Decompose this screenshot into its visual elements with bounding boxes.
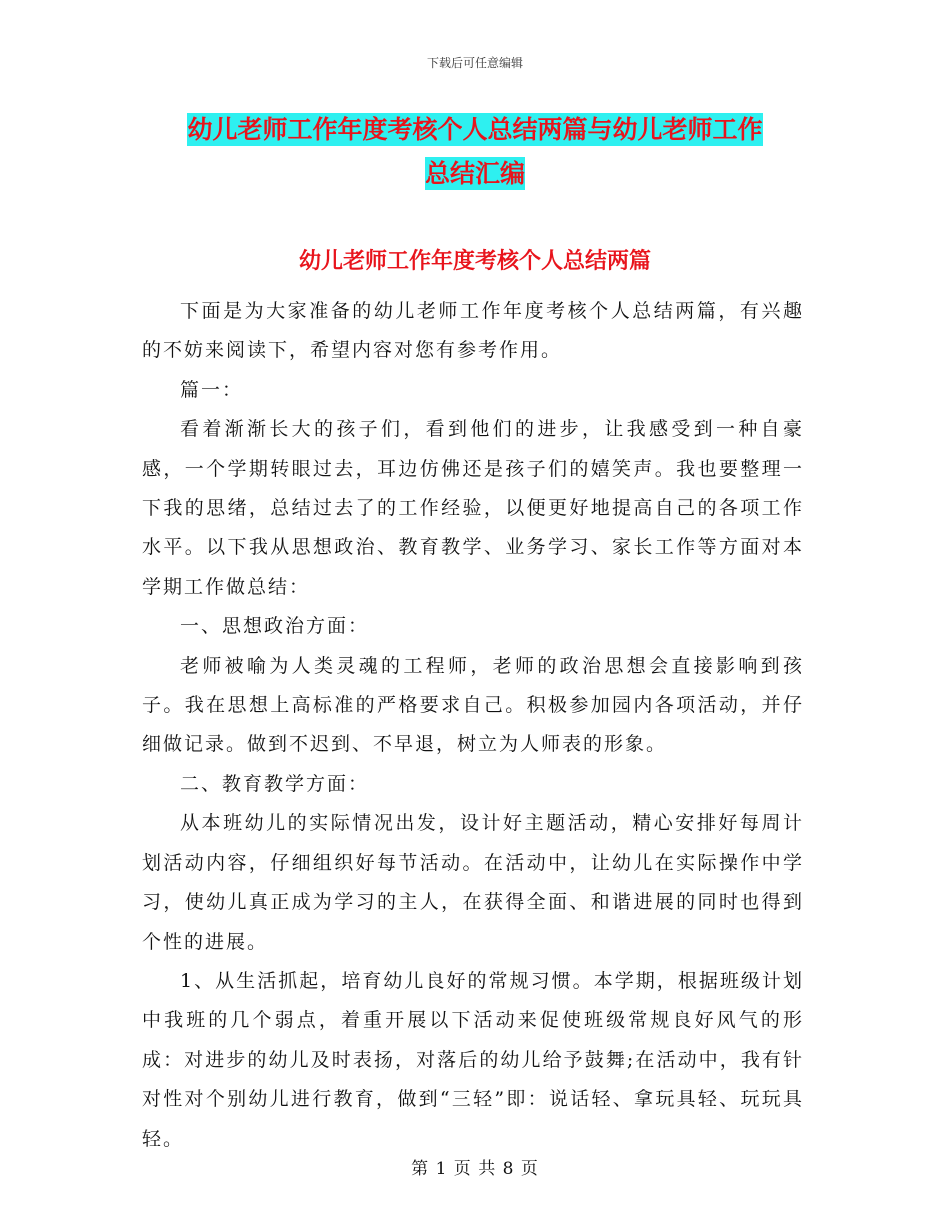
document-title [140, 108, 810, 196]
title-line-1: 幼儿老师工作年度考核个人总结两篇与幼儿老师工作 [187, 115, 763, 144]
body-paragraph-part-one-label: 篇一： [180, 378, 244, 401]
page-header-note: 下载后可任意编辑 [426, 56, 523, 70]
body-paragraph-teaching: 从本班幼儿的实际情况出发，设计好主题活动，精心安排好每周计划活动内容，仔细组织好每节活动。在活动中，让幼儿在实际操作中学习，使幼儿真正成为学习的主人，在获得全面、和谐进展的同时也得到个性的进展。 [142, 812, 804, 953]
body-paragraph-opening: 看着渐渐长大的孩子们，看到他们的进步，让我感受到一种自豪感，一个学期转眼过去，耳边仿佛还是孩子们的嬉笑声。我也要整理一下我的思绪，总结过去了的工作经验，以便更好地提高自己的各项工作水平。以下我从思想政治、教育教学、业务学习、家长工作等方面对本学期工作做总结： [142, 418, 804, 598]
body-paragraph-habits: 1、从生活抓起，培育幼儿良好的常规习惯。本学期，根据班级计划中我班的几个弱点，着重开展以下活动来促使班级常规良好风气的形成：对进步的幼儿及时表扬，对落后的幼儿给予鼓舞;在活动中，我有针对性对个别幼儿进行教育，做到“三轻”即：说话轻、拿玩具轻、玩玩具轻。 [142, 969, 804, 1150]
body-heading-political: 一、思想政治方面： [180, 615, 370, 638]
title-line-2: 总结汇编 [424, 159, 525, 188]
body-paragraph-political: 老师被喻为人类灵魂的工程师，老师的政治思想会直接影响到孩子。我在思想上高标准的严格要求自己。积极参加园内各项活动，并仔细做记录。做到不迟到、不早退，树立为人师表的形象。 [142, 654, 804, 756]
document-body [142, 292, 804, 1159]
body-heading-teaching: 二、教育教学方面： [180, 772, 370, 795]
body-paragraph-intro: 下面是为大家准备的幼儿老师工作年度考核个人总结两篇，有兴趣的不妨来阅读下，希望内容对您有参考作用。 [142, 300, 804, 362]
section-title: 幼儿老师工作年度考核个人总结两篇 [298, 248, 651, 274]
page-number-footer: 第 1 页 共 8 页 [411, 1159, 539, 1179]
